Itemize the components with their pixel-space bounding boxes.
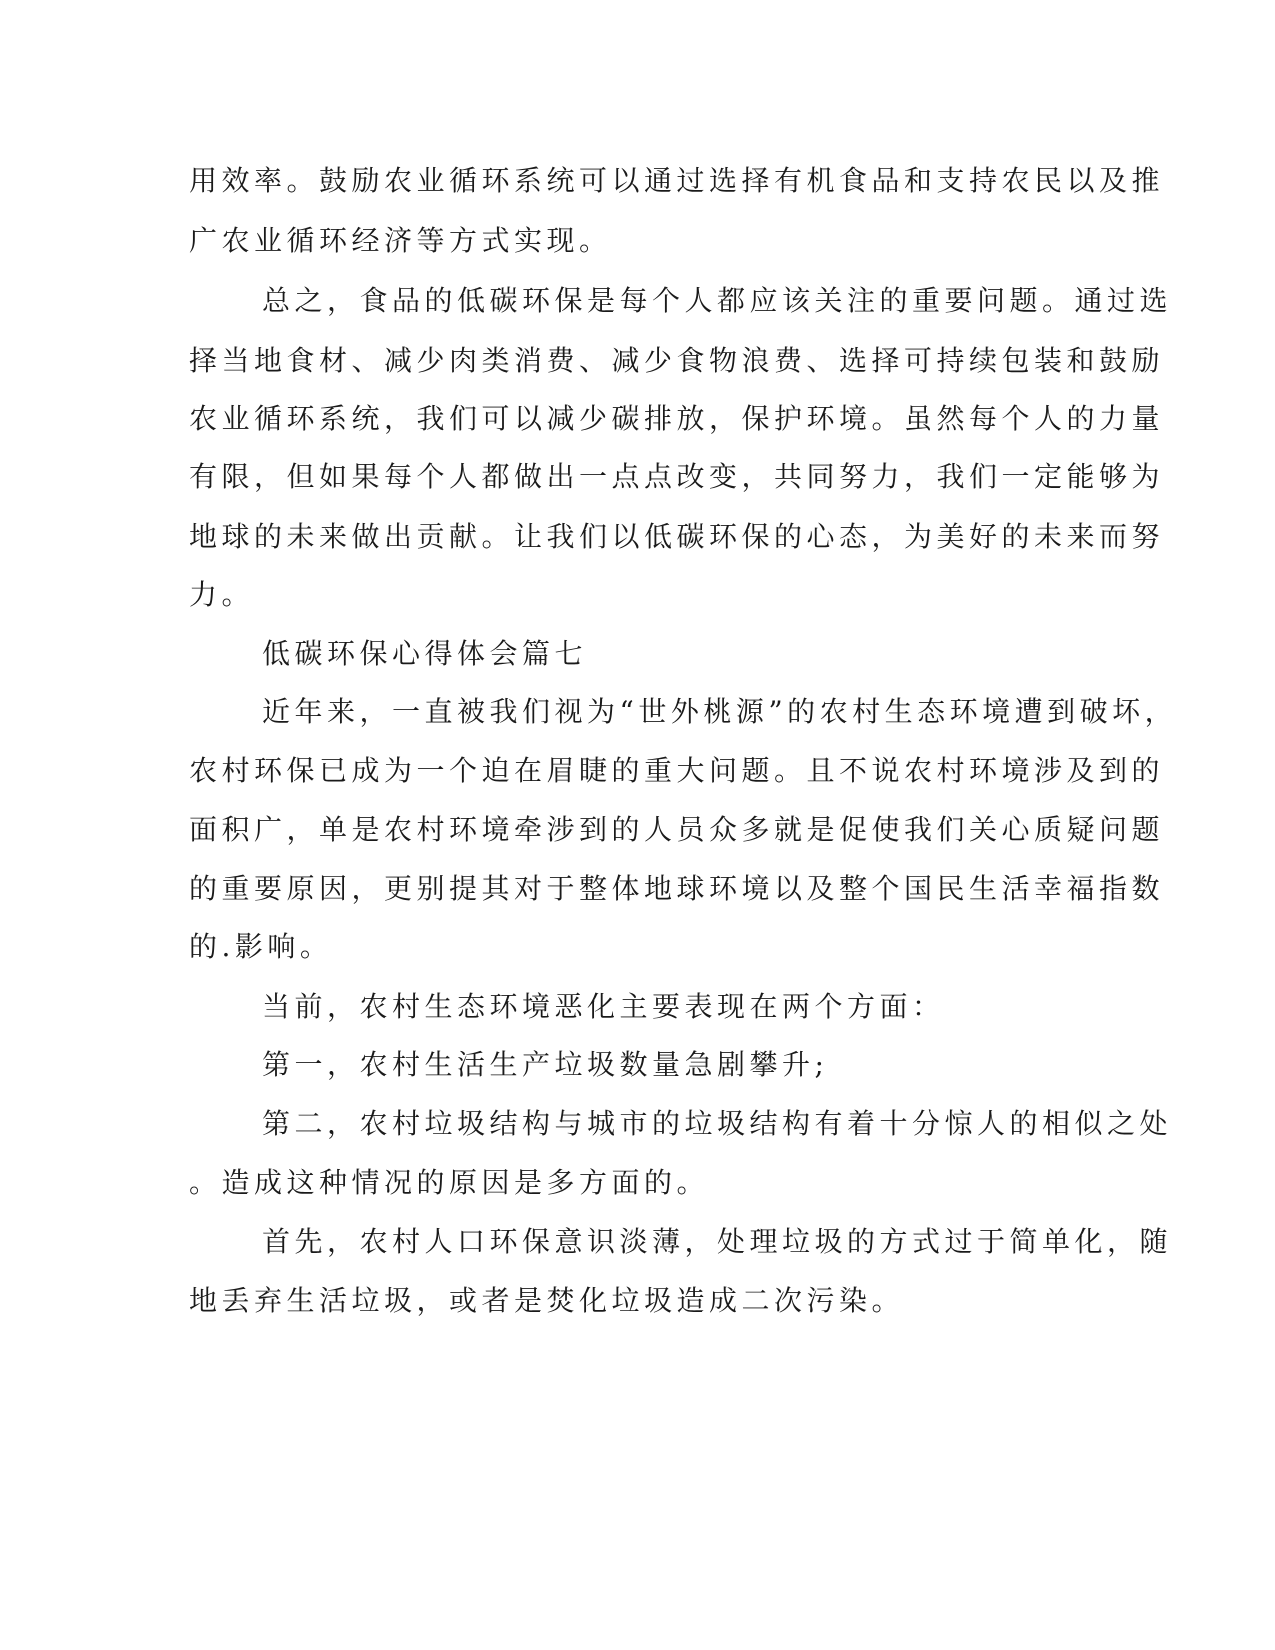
paragraph-first-line: 第二，农村垃圾结构与城市的垃圾结构有着十分惊人的相似之处 <box>262 1107 1173 1140</box>
text-line: 广农业循环经济等方式实现。 <box>189 224 612 257</box>
text-line: 的重要原因，更别提其对于整体地球环境以及整个国民生活幸福指数 <box>189 872 1165 905</box>
text-line: 用效率。鼓励农业循环系统可以通过选择有机食品和支持农民以及推 <box>189 164 1165 197</box>
paragraph-first-line: 总之，食品的低碳环保是每个人都应该关注的重要问题。通过选 <box>262 284 1173 317</box>
paragraph-first-line: 当前，农村生态环境恶化主要表现在两个方面： <box>262 990 945 1023</box>
text-line: 面积广，单是农村环境牵涉到的人员众多就是促使我们关心质疑问题 <box>189 813 1165 846</box>
paragraph-first-line: 第一，农村生活生产垃圾数量急剧攀升; <box>262 1048 829 1081</box>
paragraph-first-line: 近年来，一直被我们视为“世外桃源”的农村生态环境遭到破坏， <box>262 695 1178 728</box>
paragraph-first-line: 首先，农村人口环保意识淡薄，处理垃圾的方式过于简单化，随 <box>262 1225 1173 1258</box>
text-line: 地丢弃生活垃圾，或者是焚化垃圾造成二次污染。 <box>189 1284 905 1317</box>
text-line: 农村环保已成为一个迫在眉睫的重大问题。且不说农村环境涉及到的 <box>189 754 1165 787</box>
text-line: 农业循环系统，我们可以减少碳排放，保护环境。虽然每个人的力量 <box>189 402 1165 435</box>
text-line: 地球的未来做出贡献。让我们以低碳环保的心态，为美好的未来而努 <box>189 520 1165 553</box>
section-heading: 低碳环保心得体会篇七 <box>262 637 588 670</box>
text-line: 的.影响。 <box>189 930 333 963</box>
text-line: 力。 <box>189 578 255 611</box>
text-line: 有限，但如果每个人都做出一点点改变，共同努力，我们一定能够为 <box>189 460 1165 493</box>
text-line: 择当地食材、减少肉类消费、减少食物浪费、选择可持续包装和鼓励 <box>189 344 1165 377</box>
text-line: 。造成这种情况的原因是多方面的。 <box>189 1166 710 1199</box>
